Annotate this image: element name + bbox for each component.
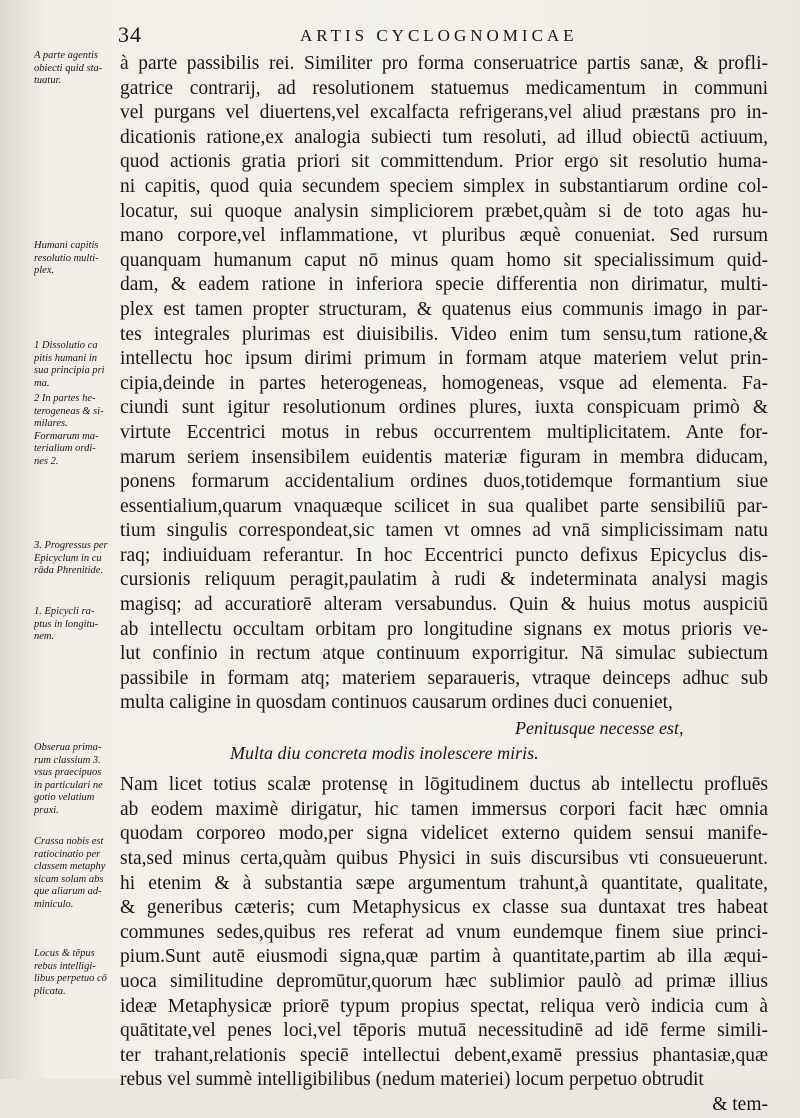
text-line: mano corpore,vel inflammatione, vt pluribus æquè conueniat. Sed rursum: [120, 225, 768, 247]
margin-note-line: rebus intelligi-: [34, 960, 96, 972]
text-line: tes integrales plurimas est diuisibilis. Video enim tum sensu,tum ratione,&: [120, 323, 768, 345]
running-head: ARTIS CYCLOGNOMICAE: [300, 26, 578, 45]
margin-note-line: Formarum ma-: [34, 430, 99, 442]
text-line: rebus vel summè intelligibilibus (nedum materiei) locum perpetuo obtrudit: [120, 1069, 704, 1091]
text-line: uoca similitudine depromūtur,quorum hæc sublimior paulò ad primæ illius: [120, 970, 768, 992]
text-line: ni capitis, quod quia secundem speciem simplex in substantiarum ordine col-: [120, 175, 768, 197]
margin-note: [34, 240, 118, 278]
text-line: plex est tamen propter structuram, & quatenus eius communis imago in par-: [120, 298, 768, 320]
text-line: raq; indiuiduam referantur. In hoc Eccentrici puncto defixus Epicyclus dis-: [120, 544, 768, 566]
margin-note: [34, 606, 118, 644]
margin-note-line: ratiocinatio per: [34, 848, 101, 860]
margin-note-line: 1. Epicycli ra-: [34, 606, 95, 617]
margin-note-line: obiecti quid sta-: [34, 62, 103, 74]
margin-note-line: terogeneas & si-: [34, 405, 104, 417]
text-line: quanquam humanum caput nō minus quam homo sit specialissimum quid-: [120, 249, 768, 271]
verse-line-1: Penitusque necesse est,: [515, 718, 684, 739]
text-line: gatrice contrarij, ad resolutionem statuemus medicamentum in communi: [120, 77, 768, 99]
margin-note-line: plicata.: [34, 985, 66, 997]
text-line: essentialium,quarum vnaquæque scilicet in sua qualibet parte sensibiliū par-: [120, 495, 768, 517]
text-line: locatur, sui quoque analysin simpliciorem præbet,quàm si de toto agas hu-: [120, 200, 768, 222]
margin-note-line: nem.: [34, 631, 55, 642]
margin-note-line: ptus in longitu-: [34, 618, 99, 630]
text-line: vel purgans vel diuertens,vel excalfacta refrigerans,vel aliud præstans pro in-: [120, 102, 768, 124]
text-line: multa caligine in quosdam continuos causarum ordines duci conueniet,: [120, 692, 673, 714]
text-line: ideæ Metaphysicæ priorē typum propius spectat, reliqua verò indicia cum à: [120, 995, 768, 1017]
text-line: quod actionis gratia priori sit committendum. Prior ergo sit resolutio huma-: [120, 151, 768, 173]
margin-note-line: Humani capitis: [34, 240, 99, 251]
margin-note: [34, 50, 118, 88]
text-line: communes sedes,quibus res referat ad vnum eundemque finem siue princi-: [120, 921, 768, 943]
margin-note: [34, 836, 118, 911]
text-line: ponens formarum accidentalium ordines duos,totidemque formantium siue: [120, 471, 768, 493]
margin-note-line: 3. Progressus per: [34, 540, 108, 551]
paragraph-2: [120, 773, 768, 1093]
text-line: intellectu hoc ipsum dirimi primum in formam atque materiem velut prin-: [120, 348, 768, 370]
margin-note-line: terialium ordi-: [34, 443, 96, 454]
margin-note-line: Epicyclum in cu: [34, 552, 102, 564]
margin-note-line: pitis humani in: [34, 352, 98, 364]
text-line: hi etenim & à substantia sæpe argumentum trahunt,à quantitate, qualitate,: [120, 872, 768, 894]
verse-line-2: Multa diu concreta modis inolescere miris.: [230, 742, 539, 763]
margin-note-line: rum classium 3.: [34, 754, 101, 766]
main-text: [120, 52, 768, 1118]
margin-notes: [0, 0, 118, 1079]
margin-note-line: Obserua prima-: [34, 742, 102, 753]
text-line: à parte passibilis rei. Similiter pro forma conseruatrice partis sanæ, & profli-: [120, 53, 768, 74]
margin-note: [34, 948, 118, 998]
margin-note-line: milares.: [34, 418, 68, 429]
paragraph-1: [120, 52, 768, 716]
margin-note-line: Locus & tēpus: [34, 948, 95, 959]
margin-note-line: vsus praecipuos: [34, 767, 102, 778]
margin-note-line: 2 In partes he-: [34, 393, 96, 404]
page-number: 34: [118, 22, 142, 47]
margin-note-line: plex.: [34, 265, 55, 276]
margin-note-line: sicam solam abs: [34, 873, 104, 885]
margin-note-line: resolutio multi-: [34, 252, 99, 264]
margin-note-line: classem metaphy: [34, 861, 106, 872]
margin-note-line: gotio velatium: [34, 792, 95, 803]
text-line: lut confinio in rectum atque continuum exporrigitur. Nā simulac subiectum: [120, 643, 768, 665]
text-line: sta,sed minus certa,quàm quibus Physici in suis discursibus vti consueuerunt.: [120, 848, 768, 869]
margin-note-line: libus perpetuo cō: [34, 973, 107, 984]
text-line: & generibus cæteris; cum Metaphysicus ex classe sua duntaxat tres habeat: [120, 897, 768, 919]
catchword: & tem-: [712, 1093, 768, 1115]
text-line: cursionis reliquum peragit,paulatim à rudi & indeterminata analysi magis: [120, 569, 768, 591]
text-line: magisq; ad accuratiorē alteram versabundus. Quin & huius motus auspiciū: [120, 594, 768, 616]
page-header: [0, 20, 800, 50]
text-line: dam, & eadem ratione in inferiora specie differentia non dirimatur, multi-: [120, 274, 768, 296]
text-line: ab eodem maximè dirigatur, hic tamen immersus corpori facit hæc omnia: [120, 798, 768, 820]
margin-note-line: A parte agentis: [34, 50, 98, 61]
margin-note: [34, 540, 118, 578]
text-line: ter trahant,relationis speciē intellectui debent,examē pressius phantasiæ,quæ: [120, 1044, 768, 1066]
text-line: Nam licet totius scalæ protensę in lōgitudinem ductus ab intellectu profluēs: [120, 774, 768, 796]
margin-note-line: Crassa nobis est: [34, 836, 104, 847]
text-line: cipia,deinde in partes heterogeneas, homogeneas, vsque ad elementa. Fa-: [120, 372, 768, 394]
text-line: pium.Sunt autē eiusmodi signa,quæ partim à quantitate,partim ab illa æqui-: [120, 946, 768, 968]
margin-note-line: rāda Phrenitide.: [34, 565, 104, 576]
text-line: tium singulis correspondeat,sic tamen vt omnes ad vnā simplicissimam natu: [120, 520, 768, 542]
text-line: dicationis ratione,ex analogia subiecti tum resoluti, ad illud obiectū actiuum,: [120, 126, 768, 148]
margin-note: [34, 393, 118, 468]
margin-note-line: que aliarum ad-: [34, 886, 102, 897]
margin-note-line: nes 2.: [34, 455, 59, 467]
margin-note-line: in particulari ne: [34, 779, 103, 791]
margin-note: [34, 742, 118, 817]
margin-note-line: praxi.: [34, 804, 59, 816]
text-line: passibile in formam atq; materiem separaueris, vtraque deinceps adhuc sub: [120, 667, 768, 689]
text-line: ciundi sunt igitur resolutionum ordines plures, iuxta conspicuam primò &: [120, 397, 768, 419]
text-line: ab intellectu occultam orbitam pro longitudine signans ex motus prioris ve-: [120, 618, 768, 640]
margin-note: [34, 340, 118, 390]
margin-note-line: 1 Dissolutio ca: [34, 340, 98, 351]
margin-note-line: sua principia pri: [34, 365, 105, 376]
text-line: quodam corporeo modo,per signa videlicet externo quidem sensui manife-: [120, 823, 768, 845]
text-line: virtute Eccentrici motus in rebus occurrentem multiplicitatem. Ante for-: [120, 421, 768, 443]
margin-note-line: tuatur.: [34, 75, 62, 86]
margin-note-line: miniculo.: [34, 898, 74, 910]
text-line: marum seriem insensibilem euidentis materiæ figuram in membra diducam,: [120, 446, 768, 468]
text-line: quātitate,vel penes loci,vel tēporis mutuā necessitudinē ad idē ferme simili-: [120, 1020, 768, 1042]
margin-note-line: ma.: [34, 377, 50, 389]
